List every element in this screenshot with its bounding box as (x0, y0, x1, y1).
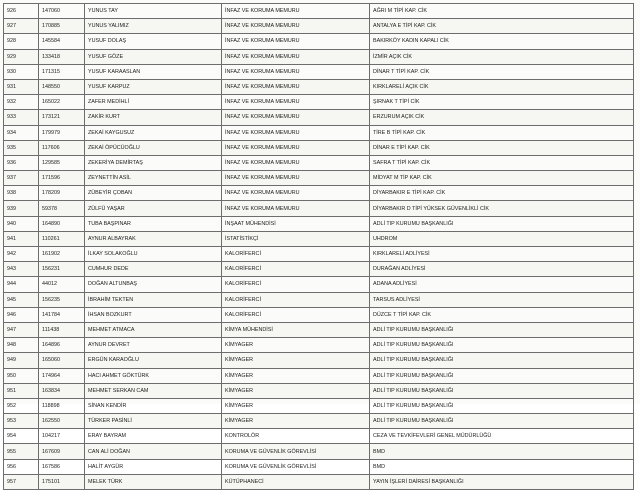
table-row (4, 414, 634, 429)
job-title-cell: İNFAZ VE KORUMA MEMURU (222, 19, 370, 34)
full-name-cell: TUBA BAŞPINAR (85, 216, 222, 231)
full-name-cell: ZEKAİ KAYGUSUZ (85, 125, 222, 140)
table-row (4, 79, 634, 94)
table-row (4, 171, 634, 186)
row-number-cell: 946 (4, 307, 39, 322)
table-row (4, 459, 634, 474)
full-name-cell: YUSUF KARPUZ (85, 79, 222, 94)
row-number-cell: 941 (4, 231, 39, 246)
table-row (4, 201, 634, 216)
job-title-cell: İNFAZ VE KORUMA MEMURU (222, 201, 370, 216)
job-title-cell: İNFAZ VE KORUMA MEMURU (222, 79, 370, 94)
full-name-cell: ZÜBEYİR ÇOBAN (85, 186, 222, 201)
row-number-cell: 932 (4, 95, 39, 110)
full-name-cell: İHSAN BOZKURT (85, 307, 222, 322)
table-row (4, 231, 634, 246)
full-name-cell: YUSUF DOLAŞ (85, 34, 222, 49)
table-row (4, 322, 634, 337)
assigned-unit-cell: KIRKLARELİ AÇIK CİK (370, 79, 634, 94)
table-body (4, 4, 634, 490)
registry-number-cell: 111438 (39, 322, 85, 337)
assigned-unit-cell: ADLİ TIP KURUMU BAŞKANLIĞI (370, 414, 634, 429)
job-title-cell: KİMYAGER (222, 338, 370, 353)
table-row (4, 34, 634, 49)
row-number-cell: 952 (4, 398, 39, 413)
table-row (4, 398, 634, 413)
registry-number-cell: 171596 (39, 171, 85, 186)
assigned-unit-cell: ERZURUM AÇIK CİK (370, 110, 634, 125)
assigned-unit-cell: ANTALYA E TİPİ KAP. CİK (370, 19, 634, 34)
assigned-unit-cell: BMD (370, 444, 634, 459)
assigned-unit-cell: ADLİ TIP KURUMU BAŞKANLIĞI (370, 322, 634, 337)
job-title-cell: KİMYAGER (222, 414, 370, 429)
registry-number-cell: 117606 (39, 140, 85, 155)
full-name-cell: ZEYNETTİN ASİL (85, 171, 222, 186)
assigned-unit-cell: CEZA VE TEVKİFEVLERİ GENEL MÜDÜRLÜĞÜ (370, 429, 634, 444)
full-name-cell: HACI AHMET GÖKTÜRK (85, 368, 222, 383)
job-title-cell: İNFAZ VE KORUMA MEMURU (222, 95, 370, 110)
row-number-cell: 928 (4, 34, 39, 49)
job-title-cell: İNFAZ VE KORUMA MEMURU (222, 140, 370, 155)
assigned-unit-cell: MİDYAT M TİP KAP. CİK (370, 171, 634, 186)
registry-number-cell: 174964 (39, 368, 85, 383)
job-title-cell: KONTROLÖR (222, 429, 370, 444)
registry-number-cell: 171315 (39, 64, 85, 79)
table-row (4, 474, 634, 489)
row-number-cell: 927 (4, 19, 39, 34)
table-row (4, 444, 634, 459)
row-number-cell: 931 (4, 79, 39, 94)
row-number-cell: 937 (4, 171, 39, 186)
job-title-cell: KALORİFERCİ (222, 247, 370, 262)
row-number-cell: 944 (4, 277, 39, 292)
job-title-cell: KORUMA VE GÜVENLİK GÖREVLİSİ (222, 459, 370, 474)
full-name-cell: CAN ALİ DOĞAN (85, 444, 222, 459)
assigned-unit-cell: DİNAR T TİPİ KAP. CİK (370, 64, 634, 79)
registry-number-cell: 167586 (39, 459, 85, 474)
full-name-cell: MEHMET SERKAN CAM (85, 383, 222, 398)
full-name-cell: YUSUF GÖZE (85, 49, 222, 64)
table-row (4, 277, 634, 292)
row-number-cell: 929 (4, 49, 39, 64)
table-row (4, 4, 634, 19)
full-name-cell: CUMHUR DEDE (85, 262, 222, 277)
full-name-cell: MEHMET ATMACA (85, 322, 222, 337)
registry-number-cell: 148550 (39, 79, 85, 94)
row-number-cell: 950 (4, 368, 39, 383)
full-name-cell: ZAFER MEDİHLİ (85, 95, 222, 110)
row-number-cell: 951 (4, 383, 39, 398)
full-name-cell: DOĞAN ALTUNBAŞ (85, 277, 222, 292)
job-title-cell: KALORİFERCİ (222, 307, 370, 322)
assigned-unit-cell: KIRKLARELİ ADLİYESİ (370, 247, 634, 262)
registry-number-cell: 141784 (39, 307, 85, 322)
assigned-unit-cell: DİYARBAKIR E TİPİ KAP. CİK (370, 186, 634, 201)
full-name-cell: ZÜLFÜ YAŞAR (85, 201, 222, 216)
assigned-unit-cell: BAKIRKÖY KADIN KAPALI CİK (370, 34, 634, 49)
full-name-cell: YUSUF KARAASLAN (85, 64, 222, 79)
job-title-cell: KALORİFERCİ (222, 262, 370, 277)
table-row (4, 307, 634, 322)
table-row (4, 353, 634, 368)
assigned-unit-cell: ŞIRNAK T TİPİ CİK (370, 95, 634, 110)
row-number-cell: 954 (4, 429, 39, 444)
job-title-cell: KİMYA MÜHENDİSİ (222, 322, 370, 337)
registry-number-cell: 164896 (39, 338, 85, 353)
assigned-unit-cell: İZMİR AÇIK CİK (370, 49, 634, 64)
full-name-cell: MELEK TÜRK (85, 474, 222, 489)
registry-number-cell: 118898 (39, 398, 85, 413)
row-number-cell: 934 (4, 125, 39, 140)
registry-number-cell: 165060 (39, 353, 85, 368)
full-name-cell: İLKAY SOLAKOĞLU (85, 247, 222, 262)
job-title-cell: İNŞAAT MÜHENDİSİ (222, 216, 370, 231)
table-row (4, 140, 634, 155)
table-row (4, 19, 634, 34)
job-title-cell: KORUMA VE GÜVENLİK GÖREVLİSİ (222, 444, 370, 459)
row-number-cell: 940 (4, 216, 39, 231)
table-row (4, 216, 634, 231)
full-name-cell: AYNUR DEVRET (85, 338, 222, 353)
full-name-cell: SİNAN KENDİR (85, 398, 222, 413)
job-title-cell: İSTATİSTİKÇİ (222, 231, 370, 246)
row-number-cell: 938 (4, 186, 39, 201)
job-title-cell: KÜTÜPHANECİ (222, 474, 370, 489)
assigned-unit-cell: DURAĞAN ADLİYESİ (370, 262, 634, 277)
full-name-cell: TÜRKER PASİNLİ (85, 414, 222, 429)
registry-number-cell: 110261 (39, 231, 85, 246)
registry-number-cell: 133418 (39, 49, 85, 64)
full-name-cell: YUNUS YALIMIZ (85, 19, 222, 34)
job-title-cell: KİMYAGER (222, 353, 370, 368)
job-title-cell: İNFAZ VE KORUMA MEMURU (222, 4, 370, 19)
full-name-cell: İBRAHİM TEKTEN (85, 292, 222, 307)
row-number-cell: 943 (4, 262, 39, 277)
full-name-cell: AYNUR ALBAYRAK (85, 231, 222, 246)
row-number-cell: 930 (4, 64, 39, 79)
table-row (4, 64, 634, 79)
job-title-cell: İNFAZ VE KORUMA MEMURU (222, 186, 370, 201)
assigned-unit-cell: ADLİ TIP KURUMU BAŞKANLIĞI (370, 398, 634, 413)
registry-number-cell: 145584 (39, 34, 85, 49)
row-number-cell: 933 (4, 110, 39, 125)
table-row (4, 383, 634, 398)
job-title-cell: İNFAZ VE KORUMA MEMURU (222, 49, 370, 64)
job-title-cell: KİMYAGER (222, 383, 370, 398)
assigned-unit-cell: BMD (370, 459, 634, 474)
registry-number-cell: 163834 (39, 383, 85, 398)
job-title-cell: KALORİFERCİ (222, 292, 370, 307)
registry-number-cell: 165022 (39, 95, 85, 110)
registry-number-cell: 147060 (39, 4, 85, 19)
registry-number-cell: 170885 (39, 19, 85, 34)
table-row (4, 95, 634, 110)
row-number-cell: 949 (4, 353, 39, 368)
registry-number-cell: 161902 (39, 247, 85, 262)
row-number-cell: 953 (4, 414, 39, 429)
full-name-cell: ZEKAİ ÖPÜCÜOĞLU (85, 140, 222, 155)
row-number-cell: 948 (4, 338, 39, 353)
full-name-cell: ERGÜN KARAOĞLU (85, 353, 222, 368)
assigned-unit-cell: ADLİ TIP KURUMU BAŞKANLIĞI (370, 338, 634, 353)
row-number-cell: 936 (4, 155, 39, 170)
registry-number-cell: 156235 (39, 292, 85, 307)
assigned-unit-cell: YAYIN İŞLERİ DAİRESİ BAŞKANLIĞI (370, 474, 634, 489)
full-name-cell: ZAKİR KURT (85, 110, 222, 125)
assigned-unit-cell: UHDROM (370, 231, 634, 246)
full-name-cell: YUNUS TAY (85, 4, 222, 19)
job-title-cell: İNFAZ VE KORUMA MEMURU (222, 34, 370, 49)
registry-number-cell: 173121 (39, 110, 85, 125)
assigned-unit-cell: ADLİ TIP KURUMU BAŞKANLIĞI (370, 216, 634, 231)
table-row (4, 110, 634, 125)
full-name-cell: HALİT AYGÜR (85, 459, 222, 474)
job-title-cell: İNFAZ VE KORUMA MEMURU (222, 125, 370, 140)
table-row (4, 429, 634, 444)
assigned-unit-cell: ADANA ADLİYESİ (370, 277, 634, 292)
personnel-table (3, 3, 634, 490)
row-number-cell: 935 (4, 140, 39, 155)
row-number-cell: 926 (4, 4, 39, 19)
registry-number-cell: 178209 (39, 186, 85, 201)
assigned-unit-cell: ADLİ TIP KURUMU BAŞKANLIĞI (370, 383, 634, 398)
table-row (4, 338, 634, 353)
registry-number-cell: 59378 (39, 201, 85, 216)
full-name-cell: ZEKERİYA DEMİRTAŞ (85, 155, 222, 170)
registry-number-cell: 104217 (39, 429, 85, 444)
assigned-unit-cell: AĞRI M TİPİ KAP. CİK (370, 4, 634, 19)
table-row (4, 125, 634, 140)
job-title-cell: İNFAZ VE KORUMA MEMURU (222, 64, 370, 79)
registry-number-cell: 129585 (39, 155, 85, 170)
full-name-cell: ERAY BAYRAM (85, 429, 222, 444)
registry-number-cell: 179979 (39, 125, 85, 140)
registry-number-cell: 162550 (39, 414, 85, 429)
table-row (4, 292, 634, 307)
row-number-cell: 957 (4, 474, 39, 489)
job-title-cell: İNFAZ VE KORUMA MEMURU (222, 155, 370, 170)
table-row (4, 155, 634, 170)
job-title-cell: KİMYAGER (222, 398, 370, 413)
registry-number-cell: 156231 (39, 262, 85, 277)
assigned-unit-cell: TİRE B TİPİ KAP. CİK (370, 125, 634, 140)
row-number-cell: 942 (4, 247, 39, 262)
assigned-unit-cell: DİYARBAKIR D TİPİ YÜKSEK GÜVENLİKLİ CİK (370, 201, 634, 216)
assigned-unit-cell: ADLİ TIP KURUMU BAŞKANLIĞI (370, 368, 634, 383)
job-title-cell: İNFAZ VE KORUMA MEMURU (222, 110, 370, 125)
row-number-cell: 955 (4, 444, 39, 459)
job-title-cell: İNFAZ VE KORUMA MEMURU (222, 171, 370, 186)
table-row (4, 262, 634, 277)
assigned-unit-cell: TARSUS ADLİYESİ (370, 292, 634, 307)
row-number-cell: 947 (4, 322, 39, 337)
table-row (4, 186, 634, 201)
registry-number-cell: 164890 (39, 216, 85, 231)
assigned-unit-cell: ADLİ TIP KURUMU BAŞKANLIĞI (370, 353, 634, 368)
table-row (4, 368, 634, 383)
job-title-cell: KİMYAGER (222, 368, 370, 383)
registry-number-cell: 175101 (39, 474, 85, 489)
assigned-unit-cell: DİNAR E TİPİ KAP. CİK (370, 140, 634, 155)
row-number-cell: 945 (4, 292, 39, 307)
registry-number-cell: 44012 (39, 277, 85, 292)
table-row (4, 247, 634, 262)
job-title-cell: KALORİFERCİ (222, 277, 370, 292)
assigned-unit-cell: SAFRA T TİPİ KAP. CİK (370, 155, 634, 170)
table-row (4, 49, 634, 64)
assigned-unit-cell: DÜZCE T TİPİ KAP. CİK (370, 307, 634, 322)
row-number-cell: 939 (4, 201, 39, 216)
registry-number-cell: 167609 (39, 444, 85, 459)
row-number-cell: 956 (4, 459, 39, 474)
